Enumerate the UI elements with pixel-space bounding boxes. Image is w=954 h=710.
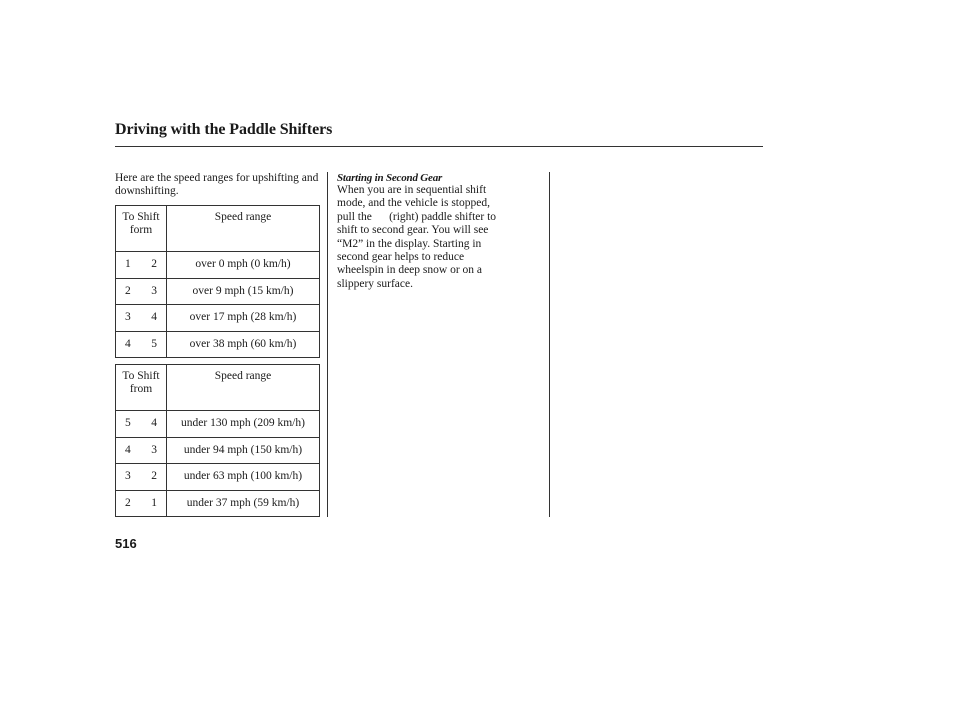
speed-range-cell: under 63 mph (100 km/h) xyxy=(167,464,320,491)
title-divider xyxy=(115,146,763,147)
speed-range-cell: over 9 mph (15 km/h) xyxy=(167,278,320,305)
header-shift-label-line2: from xyxy=(129,383,153,396)
gear-to: 3 xyxy=(151,443,157,456)
gear-to: 4 xyxy=(151,417,157,430)
page-title: Driving with the Paddle Shifters xyxy=(115,121,333,138)
speed-range-cell: under 94 mph (150 km/h) xyxy=(167,437,320,464)
gear-from: 4 xyxy=(125,337,131,350)
paragraph-line: mode, and the vehicle is stopped, xyxy=(337,197,490,210)
column-divider-1 xyxy=(327,172,328,517)
upshift-table xyxy=(115,205,320,358)
gear-to: 4 xyxy=(151,311,157,324)
paragraph-line: slippery surface. xyxy=(337,277,413,290)
gear-from: 2 xyxy=(125,496,131,509)
gear-to: 1 xyxy=(151,496,157,509)
gear-from: 3 xyxy=(125,470,131,483)
speed-range-cell: over 0 mph (0 km/h) xyxy=(167,252,320,279)
gear-from: 2 xyxy=(125,284,131,297)
downshift-table xyxy=(115,364,320,517)
header-shift-cell xyxy=(116,206,167,252)
table-row xyxy=(116,437,320,464)
table-header-row xyxy=(116,365,320,411)
paragraph-line: wheelspin in deep snow or on a xyxy=(337,264,482,277)
header-speed-range: Speed range xyxy=(167,365,320,411)
intro-paragraph: Here are the speed ranges for upshifting and downshifting. xyxy=(115,172,319,198)
gear-from: 5 xyxy=(125,417,131,430)
gear-to: 3 xyxy=(151,284,157,297)
paragraph-line: shift to second gear. You will see xyxy=(337,224,489,237)
paragraph-line: When you are in sequential shift xyxy=(337,184,487,196)
speed-range-cell: under 130 mph (209 km/h) xyxy=(167,411,320,438)
second-gear-paragraph xyxy=(337,184,537,291)
table-row xyxy=(116,305,320,332)
table-row xyxy=(116,252,320,279)
table-row xyxy=(116,331,320,358)
gear-from: 4 xyxy=(125,443,131,456)
paragraph-line: pull the (right) paddle shifter to xyxy=(337,210,497,223)
header-shift-cell xyxy=(116,365,167,411)
table-row xyxy=(116,411,320,438)
gear-to: 2 xyxy=(151,258,157,271)
gear-from: 1 xyxy=(125,258,131,271)
table-row xyxy=(116,464,320,491)
table-row xyxy=(116,490,320,517)
paragraph-line: second gear helps to reduce xyxy=(337,251,465,264)
page-number: 516 xyxy=(115,536,137,551)
section-heading: Starting in Second Gear xyxy=(337,172,443,184)
header-speed-range: Speed range xyxy=(167,206,320,252)
paragraph-line: “M2” in the display. Starting in xyxy=(337,237,482,250)
header-shift-label-line2: form xyxy=(129,224,153,237)
column-divider-2 xyxy=(549,172,550,517)
speed-range-cell: over 17 mph (28 km/h) xyxy=(167,305,320,332)
gear-from: 3 xyxy=(125,311,131,324)
table-header-row xyxy=(116,206,320,252)
speed-range-cell: over 38 mph (60 km/h) xyxy=(167,331,320,358)
speed-range-cell: under 37 mph (59 km/h) xyxy=(167,490,320,517)
header-shift-label-line1: To Shift xyxy=(122,211,160,223)
header-shift-label-line1: To Shift xyxy=(122,370,160,382)
gear-to: 5 xyxy=(151,337,157,350)
gear-to: 2 xyxy=(151,470,157,483)
table-row xyxy=(116,278,320,305)
